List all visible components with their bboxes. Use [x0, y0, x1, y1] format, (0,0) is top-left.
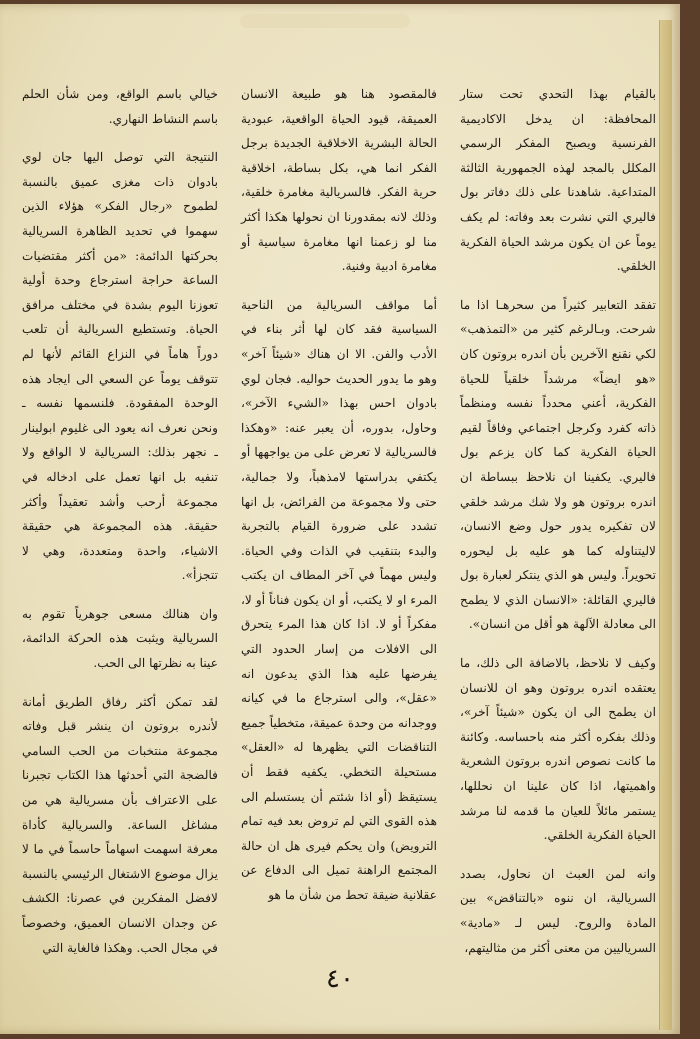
paragraph: وانه لمن العبث ان نحاول، بصدد السريالية، ان ننوه «بالتناقض» بين المادة والروح. ليس لـ «مادية» السرياليين من معنى أكثر من مثاليتهم، — [460, 866, 656, 955]
paragraph: بالقيام بهذا التحدي تحت ستار المحافظة: ان يدخل الاكاديمية الفرنسية ويصبح المفكر الرسمي المكلل بالمجد لهذه الجمهورية الثالثة المتداعية. شاهدنا على ذلك دفاتر بول فاليري التي نشرت بعد وفاته: لم يكف يوماً عن ان يكون مرشد الحياة الفكرية الخلقي. — [460, 87, 656, 274]
column-middle — [241, 82, 437, 942]
paragraph: وان هنالك مسعى جوهرياً تقوم به السريالية ويثبت هذه الحركة الدائمة، عينا به نظرتها الى الحب. — [22, 606, 218, 671]
text-columns — [22, 82, 656, 955]
paragraph: تفقد التعابير كثيراً من سحرهـا اذا ما شرحت. وبـالرغم كثير من «التمذهب» لكي نقنع الآخرين بأن اندره بروتون كان «هو ايضاً» مرشداً خلقياً للحياة الفكرية، أعني محدداً نفسه ومنظماً ذاته كفرد وكرجل اجتماعي وفاقاً لقيم الحياة الفكرية كما كان يزعم بول فاليري. يكفينا ان نلاحظ ببساطة ان اندره بروتون هو ولا شك مرشد خلقي لان تفكيره يدور حول وضع الانسان، لاليتناوله كما هو عليه بل ليحوره تحويراً. وليس هو الذي ينتكر لعبارة بول فاليري القائلة: «الانسان الذي لا يطمح الى معادلة الآلهة هو أقل من انسان». — [460, 297, 656, 632]
paragraph: لقد تمكن أكثر رفاق الطريق أمانة لأندره بروتون ان ينشر قبل وفاته مجموعة منتخبات من الحب السامي فالضجة التي أحدثها هذا الكتاب تجبرنا على الاعتراف بأن مسريالية هي من مشاغل الساعة. والسريالية كأداة معرفة اسهمت اسهاماً حاسماً في ما لا يزال موضوع الاشتغال الرئيسي بالنسبة لافضل المفكرين في عصرنا: الكشف عن وجدان الانسان العميق، وخصوصاً في مجال الحب. وهكذا فالغاية التي — [22, 694, 218, 955]
paragraph: وكيف لا نلاحظ، بالاضافة الى ذلك، ما يعتقده اندره بروتون وهو ان للانسان ان يطمح الى ان يكون «شيئاً آخر»، وذلك بفكره أكثر منه باحساسه. وكائنة ما كانت نصوص اندره بروتون الشعرية واهميتها، اذا كان علينا ان نحللها، يستمر مائلاً للعيان ما قدمه لنا مرشد الحياة الفكرية الخلقي. — [460, 656, 656, 843]
paragraph: خيالي باسم الواقع، ومن شأن الحلم باسم النشاط النهاري. — [22, 87, 218, 126]
book-page — [0, 4, 680, 1034]
column-right — [460, 82, 656, 955]
page-edge — [659, 20, 672, 1030]
page-stain — [240, 14, 410, 28]
column-left — [22, 82, 218, 955]
page-number: ٤٠ — [326, 964, 354, 994]
paragraph: أما مواقف السريالية من الناحية السياسية فقد كان لها أثر بناء في الأدب والفن. الا ان هناك «شيئاً آخر» وهو ما يدور الحديث حواليه. فجان لوي بادوان احس بهذا «الشيء الآخر»، وحاول، بدوره، أن يعبر عنه: «وهكذا فالسريالية لا تعرض على من يواجهها أو يكتفي بدراستها لامذهباً، ولا جمالية، حتى ولا مجموعة من الفرائض، بل انها تشدد على ضرورة القيام بالتجربة والبدء بتنقيب في الذات وفي الحياة. وليس مهماً في آخر المطاف ان يكتب المرء او لا يكتب، أو ان يكون فناناً أو لا، مفكراً أو لا. اذا كان هذا المرء يتحرق الى الافلات من إسار الحدود التي يفرضها عليه هذا الذي يدعون انه «عقل»، والى استرجاع ما في كيانه ووجدانه من وحدة عميقة، متخطياً جميع التناقضات التي يظهرها له «العقل» مستحيلة التخطي. يكفيه فقط أن يستيقظ (أو اذا شئتم أن يستسلم الى هذه القوى التي لم تروض بعد فيه تمام الترويض) وان يحكم فيرى هل ان حالة المجتمع الراهنة تميل الى الدفاع عن عقلانية ضيقة تحط من شأن ما هو — [241, 297, 437, 902]
paragraph: النتيجة التي توصل اليها جان لوي بادوان ذات مغزى عميق بالنسبة لطموح «رجال الفكر» هؤلاء الذين سهموا في تحديد الظاهرة السريالية بحركتها الدائمة: «من أكثر مقتضيات الساعة حراجة استرجاع وحدة أولية تعوزنا اليوم بشدة في مختلف مرافق الحياة. وتستطيع السريالية أن تلعب دوراً هاماً في النزاع القائم لأنها لم تتوقف يوماً عن السعي الى ايجاد هذه الوحدة المفقودة. فلنسمها نفسه ـ ونحن نعرف انه يعود الى غليوم ابولينار ـ نجهر بذلك: السريالية لا الواقع ولا تنفيه بل انها تعمل على ادخاله في مجموعة أرحب وأشد تعقيداً وأكثر حقيقة. هذه المجموعة هي حقيقة الاشياء، واحدة ومتعددة، وهي لا تتجزأ». — [22, 150, 218, 583]
paragraph: فالمقصود هنا هو طبيعة الانسان العميقة، قيود الحياة الواقعية، عبودية الحالة البشرية الاخلاقية الجديدة برجل الفكر انما هي، بكل بساطة، اخلاقية حرية الفكر. فالسريالية مغامرة خلقية، وذلك لانه بمقدورنا ان نحولها هكذا أكثر منا لو زعمنا انها مغامرة سياسية أو مغامرة ادبية وفنية. — [241, 87, 437, 274]
